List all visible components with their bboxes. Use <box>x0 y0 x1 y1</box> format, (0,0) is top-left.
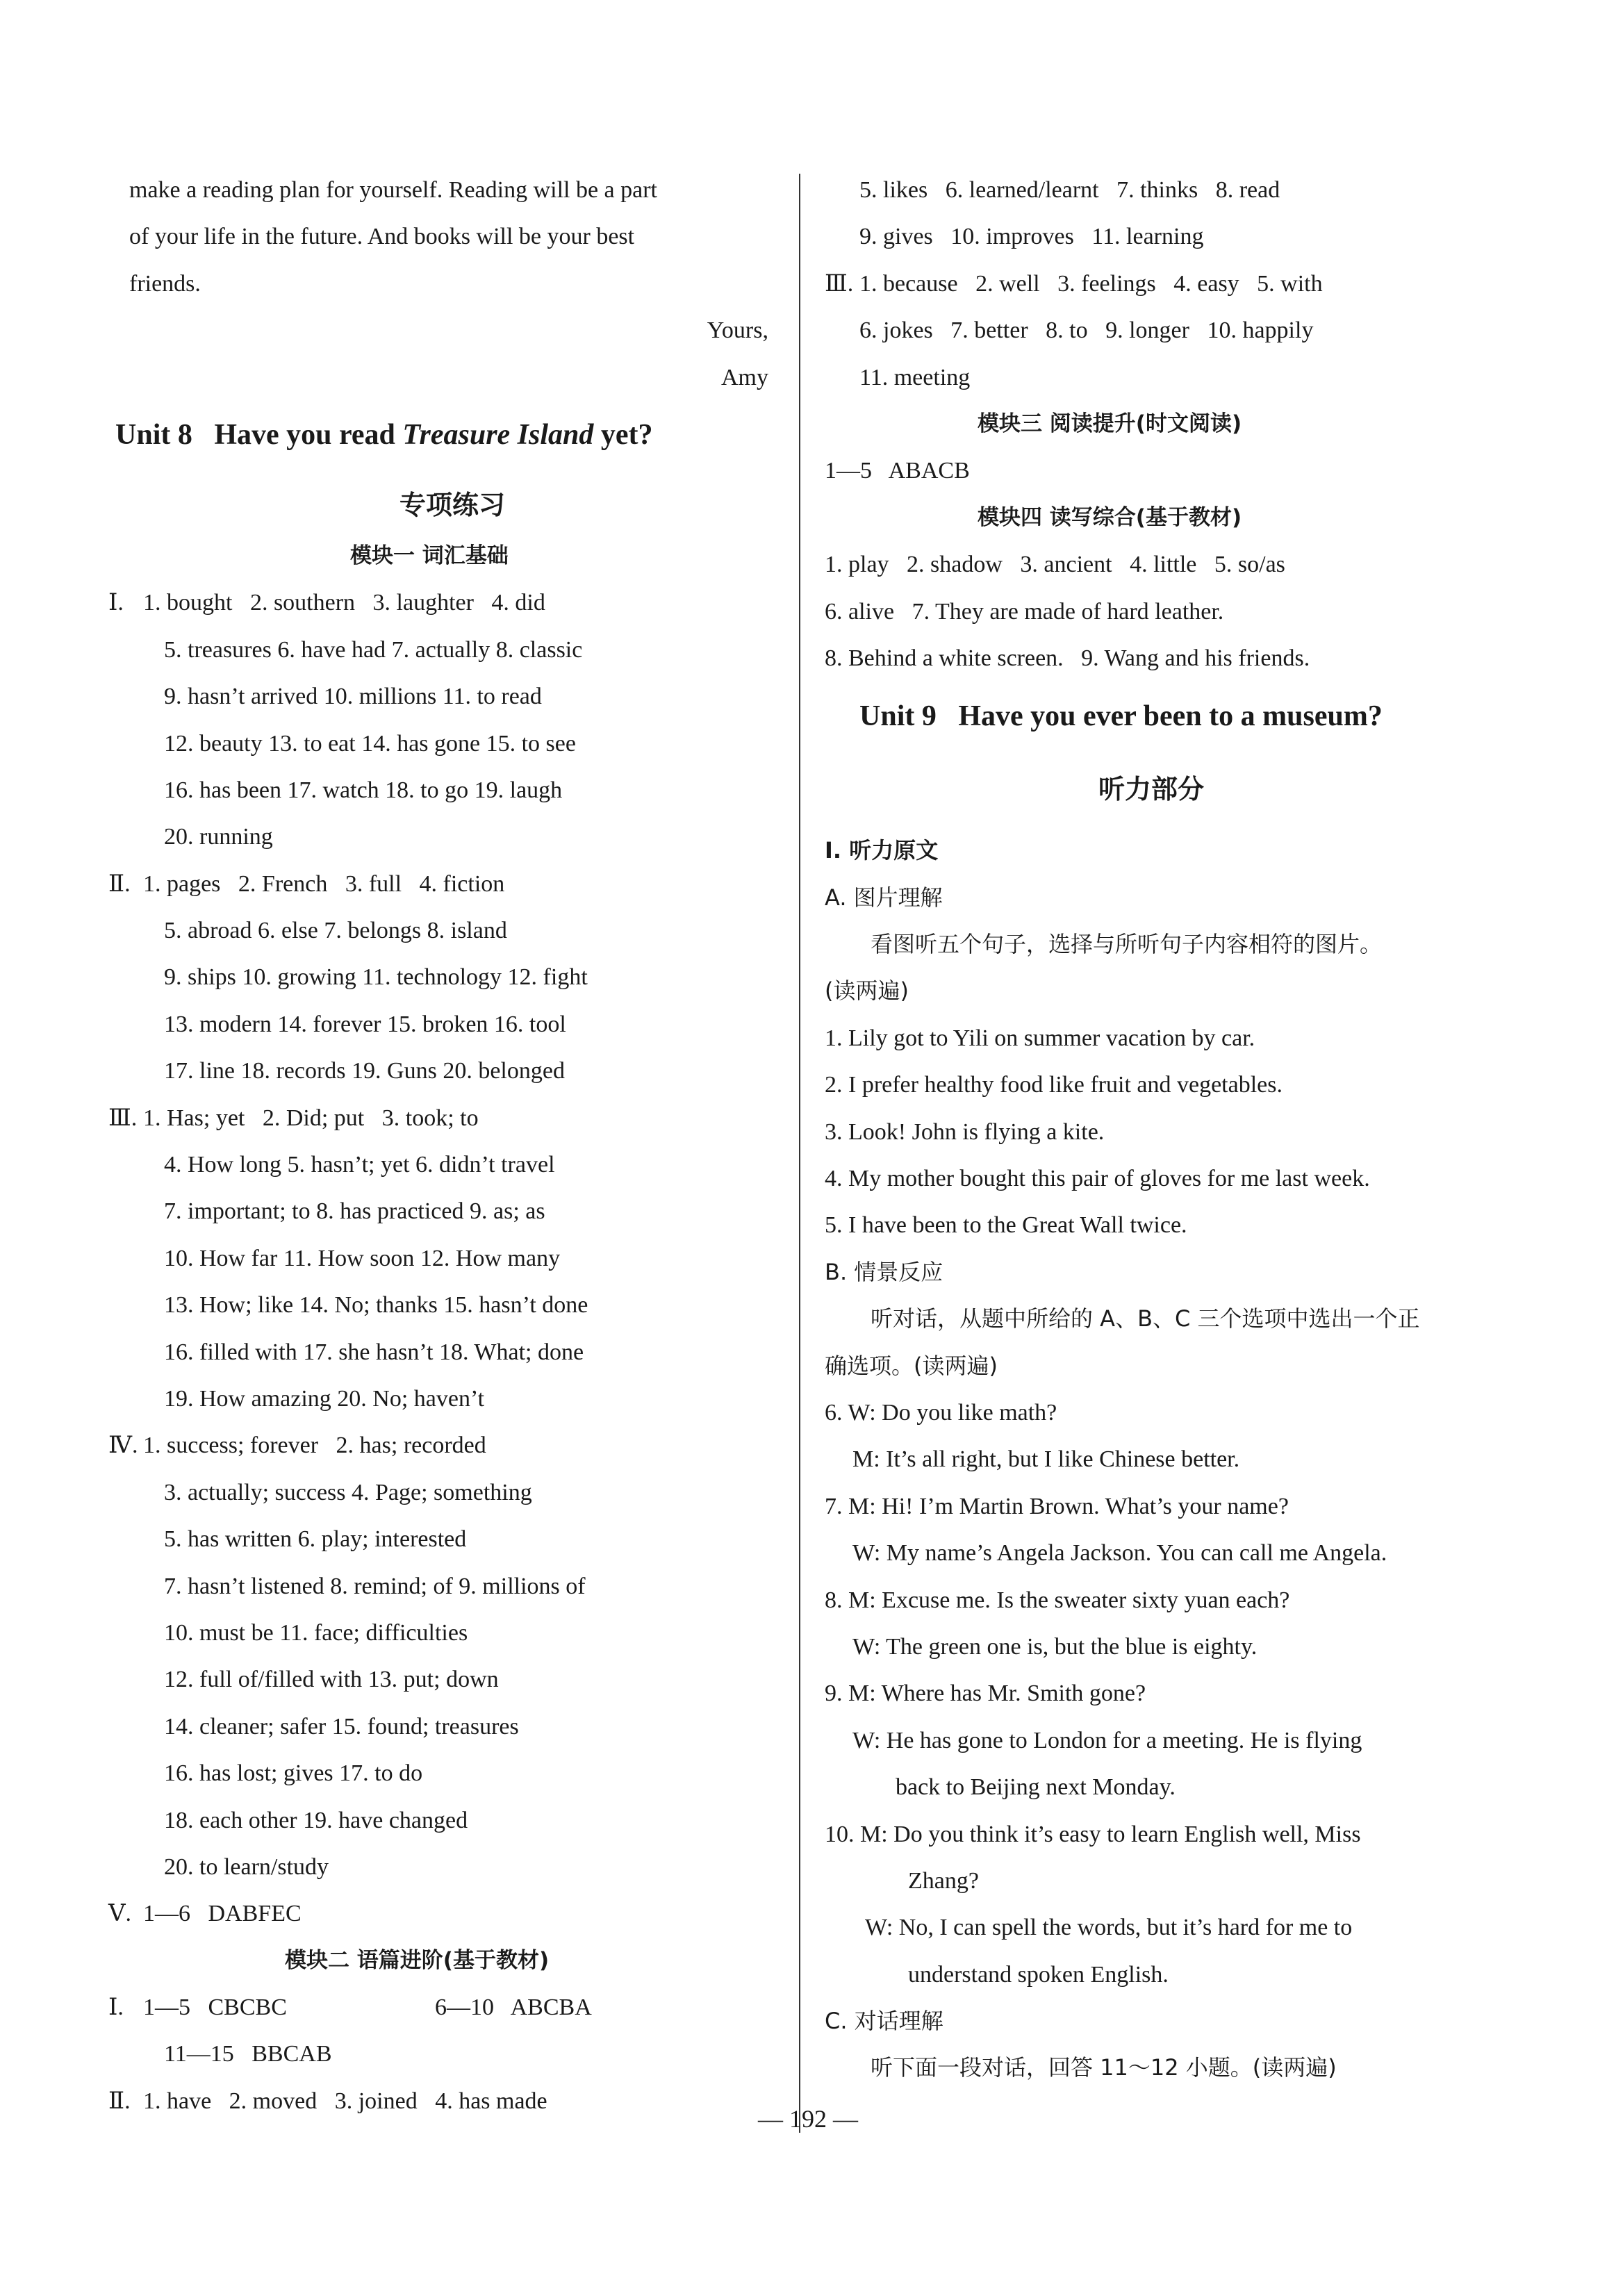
answer-line <box>108 861 775 907</box>
instruction-text: 看图听五个句子，选择与所听句子内容相符的图片。 <box>871 931 1383 958</box>
left-column <box>108 167 775 2124</box>
transcript-line: W: The green one is, but the blue is eighty. <box>852 1633 1258 1660</box>
transcript-line: 1. Lily got to Yili on summer vacation by car. <box>825 1025 1255 1051</box>
transcript-line: W: My name’s Angela Jackson. You can call me Angela. <box>852 1540 1387 1567</box>
answer-line: 10. How far 11. How soon 12. How many <box>164 1245 561 1271</box>
answer-line: 11. meeting <box>859 364 971 390</box>
module2-title: 模块二 语篇进阶(基于教材) <box>285 1947 550 1973</box>
letter-closing: Yours, <box>707 317 768 344</box>
module3-title: 模块三 阅读提升(时文阅读) <box>978 411 1242 436</box>
answer-text: 1. success; forever 2. has; recorded <box>143 1432 486 1459</box>
roman-label: Ⅲ. <box>108 1105 138 1131</box>
transcript-line: back to Beijing next Monday. <box>896 1774 1176 1801</box>
unit9-title: Unit 9 Have you ever been to a museum? <box>859 700 1383 732</box>
answer-line <box>108 1984 775 2031</box>
answer-line: 1. play 2. shadow 3. ancient 4. little 5. so/as <box>825 552 1285 578</box>
roman-label: Ⅰ. <box>108 590 124 616</box>
transcript-line: M: It’s all right, but I like Chinese better. <box>852 1446 1240 1473</box>
module1-title: 模块一 词汇基础 <box>350 543 509 568</box>
answer-line: 1—5 ABACB <box>825 458 970 484</box>
transcript-line: W: He has gone to London for a meeting. He is flying <box>852 1727 1362 1753</box>
answer-line: 6. alive 7. They are made of hard leather. <box>825 598 1224 625</box>
letter-line: make a reading plan for yourself. Reading will be a part <box>129 177 658 203</box>
answer-line <box>108 1422 775 1469</box>
transcript-line: 2. I prefer healthy food like fruit and vegetables. <box>825 1072 1283 1098</box>
answer-line: 5. treasures 6. have had 7. actually 8. classic <box>164 636 583 663</box>
unit8-title <box>115 401 775 470</box>
column-divider <box>799 174 800 2133</box>
answer-line: 6. jokes 7. better 8. to 9. longer 10. happily <box>859 317 1314 344</box>
transcript-line: 8. M: Excuse me. Is the sweater sixty yuan each? <box>825 1587 1290 1613</box>
letter-signature: Amy <box>721 364 768 390</box>
answer-line: 7. hasn’t listened 8. remind; of 9. millions of <box>164 1573 586 1599</box>
unit8-title-part: yet? <box>593 419 653 452</box>
subsection-label: C. 对话理解 <box>825 2008 943 2035</box>
answer-line: 18. each other 19. have changed <box>164 1807 468 1833</box>
answer-line: 16. has lost; gives 17. to do <box>164 1760 423 1787</box>
answer-line: 16. filled with 17. she hasn’t 18. What; done <box>164 1339 584 1365</box>
answer-line: 16. has been 17. watch 18. to go 19. laugh <box>164 777 563 803</box>
transcript-line: 5. I have been to the Great Wall twice. <box>825 1212 1187 1239</box>
unit8-title-part: Unit 8 Have you read <box>115 419 403 452</box>
answer-line: 9. ships 10. growing 11. technology 12. fight <box>164 964 588 991</box>
roman-label: Ⅲ. <box>825 270 854 297</box>
answer-line: 7. important; to 8. has practiced 9. as; as <box>164 1198 545 1225</box>
answer-line: 14. cleaner; safer 15. found; treasures <box>164 1713 519 1740</box>
answer-text: 1. bought 2. southern 3. laughter 4. did <box>143 590 545 616</box>
transcript-line: 10. M: Do you think it’s easy to learn English well, Miss <box>825 1821 1361 1847</box>
answer-line: 10. must be 11. face; difficulties <box>164 1619 468 1646</box>
answer-line <box>108 1095 775 1141</box>
answer-text: 1. because 2. well 3. feelings 4. easy 5. with <box>859 270 1323 297</box>
answer-line: 20. running <box>164 824 273 850</box>
answer-line: 9. hasn’t arrived 10. millions 11. to read <box>164 684 542 710</box>
right-column <box>825 167 1478 2092</box>
transcript-line: understand spoken English. <box>908 1961 1169 1988</box>
letter-line: of your life in the future. And books will be your best <box>129 224 635 250</box>
transcript-line: 9. M: Where has Mr. Smith gone? <box>825 1680 1146 1707</box>
answer-line: 12. beauty 13. to eat 14. has gone 15. to see <box>164 730 576 757</box>
transcript-line: 7. M: Hi! I’m Martin Brown. What’s your name? <box>825 1493 1289 1519</box>
transcript-line: W: No, I can spell the words, but it’s hard for me to <box>865 1915 1353 1941</box>
answer-line: 5. likes 6. learned/learnt 7. thinks 8. read <box>859 177 1280 203</box>
answer-line <box>108 579 775 626</box>
instruction-text: 确选项。(读两遍) <box>825 1352 998 1379</box>
answer-line: 5. has written 6. play; interested <box>164 1526 467 1553</box>
letter-line: friends. <box>129 270 201 297</box>
answer-line: 8. Behind a white screen. 9. Wang and his friends. <box>825 645 1310 671</box>
answer-line: 19. How amazing 20. No; haven’t <box>164 1385 485 1412</box>
section-title: 专项练习 <box>399 489 505 520</box>
answer-line: 11—15 BBCAB <box>164 2041 332 2067</box>
instruction-text: (读两遍) <box>825 977 909 1005</box>
subsection-label: Ⅰ. 听力原文 <box>825 837 939 864</box>
answer-line: 13. How; like 14. No; thanks 15. hasn’t done <box>164 1292 588 1319</box>
unit8-title-book: Treasure Island <box>402 419 594 452</box>
answer-line: 5. abroad 6. else 7. belongs 8. island <box>164 918 507 944</box>
roman-label: Ⅴ. <box>108 1901 132 1927</box>
listening-title: 听力部分 <box>1098 774 1204 805</box>
answer-line: 12. full of/filled with 13. put; down <box>164 1667 499 1693</box>
roman-label: Ⅱ. <box>108 870 131 897</box>
answer-text: 1. have 2. moved 3. joined 4. has made <box>143 2088 547 2114</box>
answer-text: 6—10 ABCBA <box>435 1994 592 2021</box>
module4-title: 模块四 读写综合(基于教材) <box>978 504 1242 530</box>
roman-label: Ⅰ. <box>108 1994 124 2021</box>
answer-text: 1. Has; yet 2. Did; put 3. took; to <box>143 1105 479 1131</box>
transcript-line: 3. Look! John is flying a kite. <box>825 1118 1105 1145</box>
answer-text: 1—5 CBCBC <box>143 1994 287 2021</box>
answer-line: 9. gives 10. improves 11. learning <box>859 224 1204 250</box>
answer-text: 1—6 DABFEC <box>143 1901 302 1927</box>
transcript-line: 4. My mother bought this pair of gloves for me last week. <box>825 1166 1370 1192</box>
answer-line <box>825 261 1478 307</box>
answer-line: 17. line 18. records 19. Guns 20. belonged <box>164 1058 565 1084</box>
answer-line: 4. How long 5. hasn’t; yet 6. didn’t travel <box>164 1152 555 1178</box>
answer-line: 13. modern 14. forever 15. broken 16. tool <box>164 1011 566 1037</box>
transcript-line: 6. W: Do you like math? <box>825 1399 1057 1426</box>
instruction-text: 听下面一段对话，回答 11～12 小题。(读两遍) <box>871 2054 1337 2081</box>
answer-line: 3. actually; success 4. Page; something <box>164 1479 532 1505</box>
roman-label: Ⅳ. <box>108 1432 138 1459</box>
answer-line <box>108 1890 775 1937</box>
transcript-line: Zhang? <box>908 1867 979 1894</box>
subsection-label: A. 图片理解 <box>825 884 943 911</box>
page-number: — 192 — <box>758 2105 858 2133</box>
instruction-text: 听对话，从题中所给的 A、B、C 三个选项中选出一个正 <box>871 1305 1420 1332</box>
answer-text: 1. pages 2. French 3. full 4. fiction <box>143 870 505 897</box>
roman-label: Ⅱ. <box>108 2088 131 2114</box>
answer-line: 20. to learn/study <box>164 1853 329 1880</box>
subsection-label: B. 情景反应 <box>825 1258 943 1285</box>
